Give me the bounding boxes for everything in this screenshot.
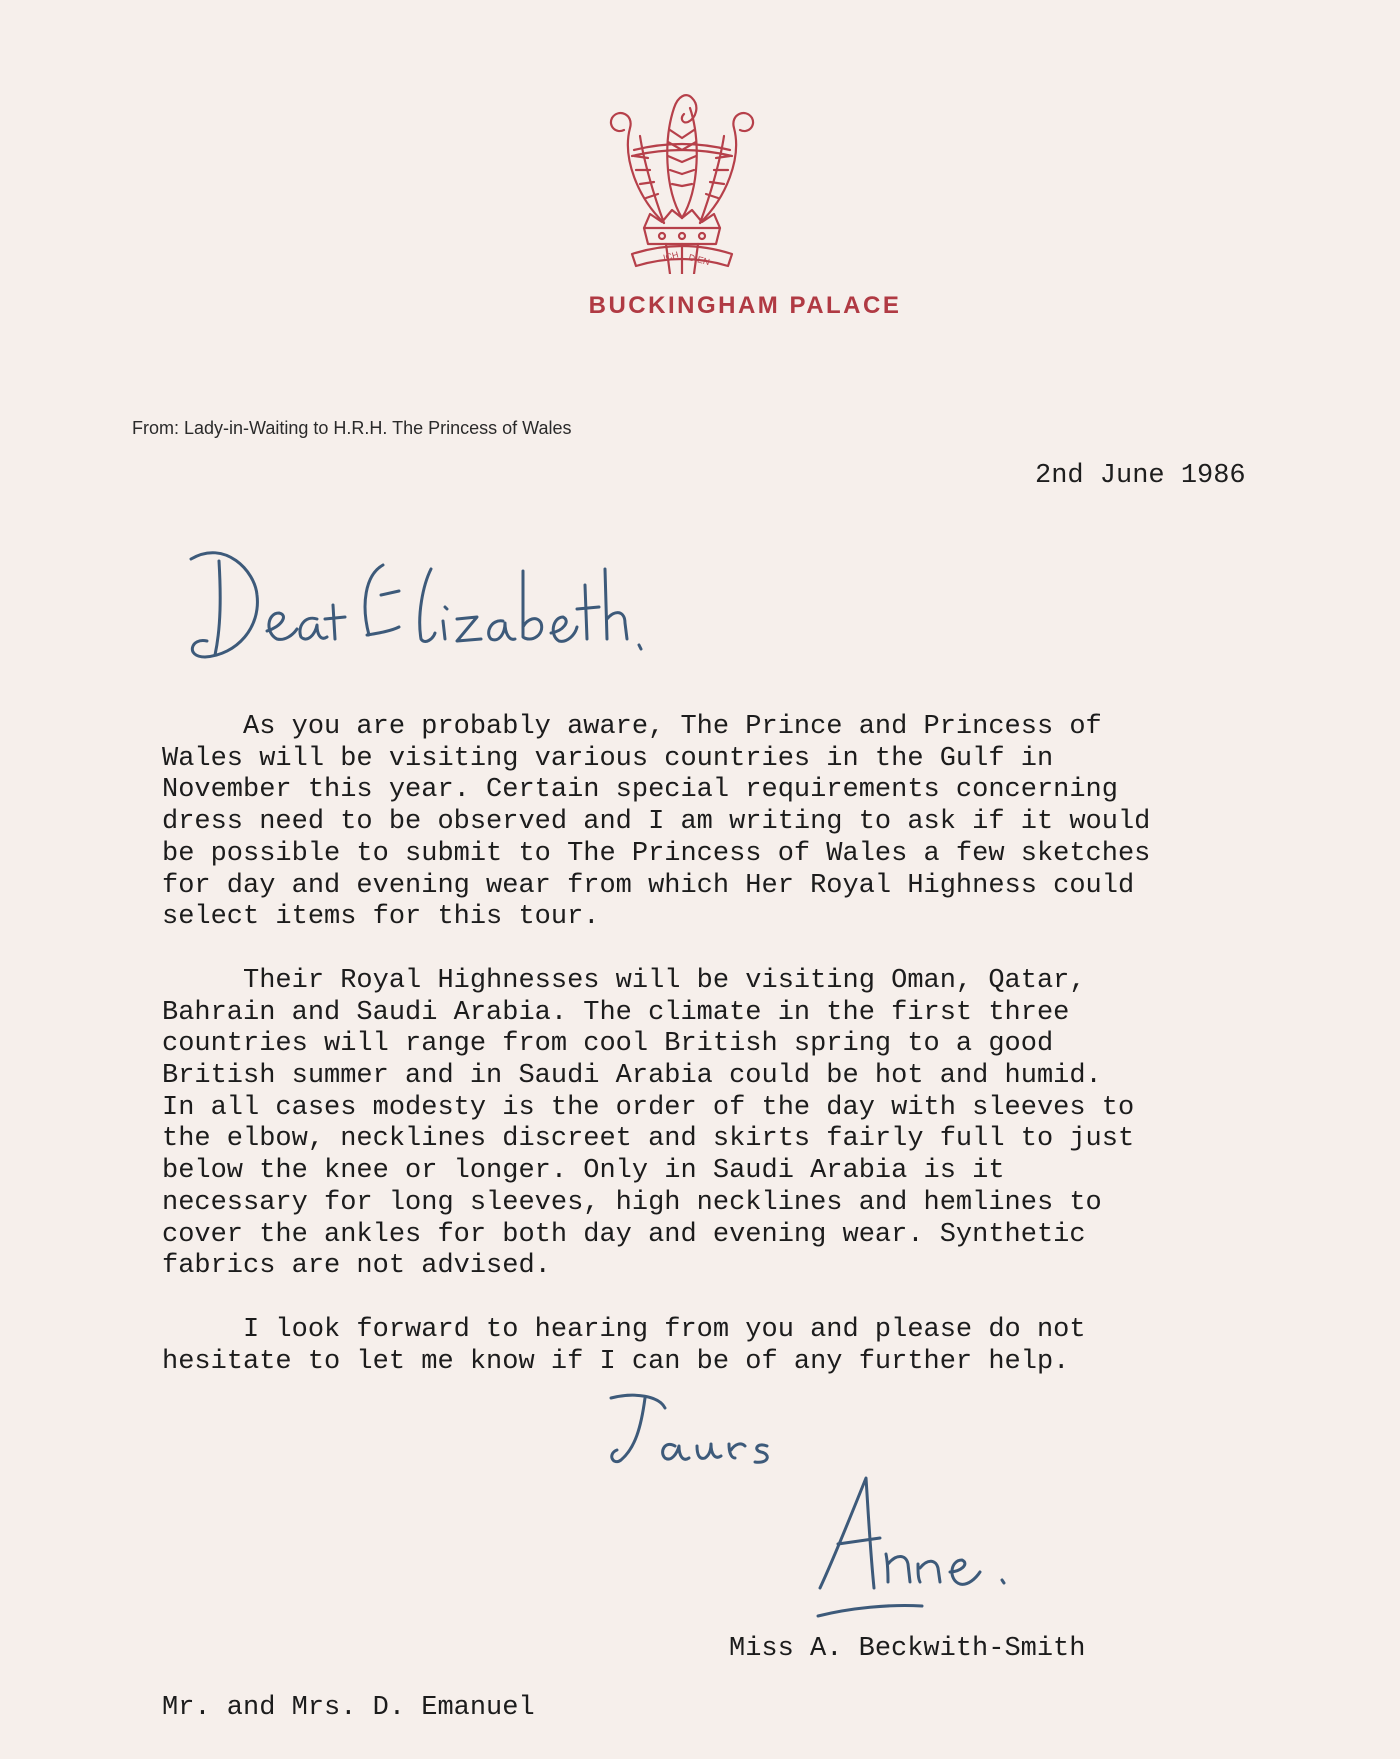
from-line: From: Lady-in-Waiting to H.R.H. The Princess of Wales xyxy=(132,418,572,438)
handwritten-signature xyxy=(810,1468,1030,1623)
svg-text:ICH: ICH xyxy=(662,249,680,263)
body-paragraph: I look forward to hearing from you and please do not hesitate to let me know if I can be of any further help. xyxy=(162,1314,1086,1377)
handwritten-salutation xyxy=(185,535,645,695)
signatory-name: Miss A. Beckwith-Smith xyxy=(729,1634,1086,1664)
prince-of-wales-feathers-icon xyxy=(604,78,760,274)
letterhead-title: BUCKINGHAM PALACE xyxy=(588,292,902,319)
handwritten-closing xyxy=(605,1388,805,1478)
letter-date: 2nd June 1986 xyxy=(1035,461,1246,491)
addressee: Mr. and Mrs. D. Emanuel xyxy=(162,1693,535,1723)
body-paragraph: As you are probably aware, The Prince and Princess of Wales will be visiting various countries in the Gulf in November this year. Certain special requirements concerning dress need to be observed and I am writing to ask if it would be possible to submit to The Princess of Wales a few sketches for day and evening wear from which Her Royal Highness could select items for this tour. xyxy=(162,712,1151,933)
letter-body xyxy=(162,712,1362,1410)
body-paragraph: Their Royal Highnesses will be visiting Oman, Qatar, Bahrain and Saudi Arabia. The climate in the first three countries will range from cool British spring to a good British summer and in Saudi Arabia could be hot and humid. In all cases modesty is the order of the day with sleeves to the elbow, necklines discreet and skirts fairly full to just below the knee or longer. Only in Saudi Arabia is it necessary for long sleeves, high necklines and hemlines to cover the ankles for both day and evening wear. Synthetic fabrics are not advised. xyxy=(162,965,1135,1282)
svg-text:DIEN: DIEN xyxy=(687,252,711,268)
